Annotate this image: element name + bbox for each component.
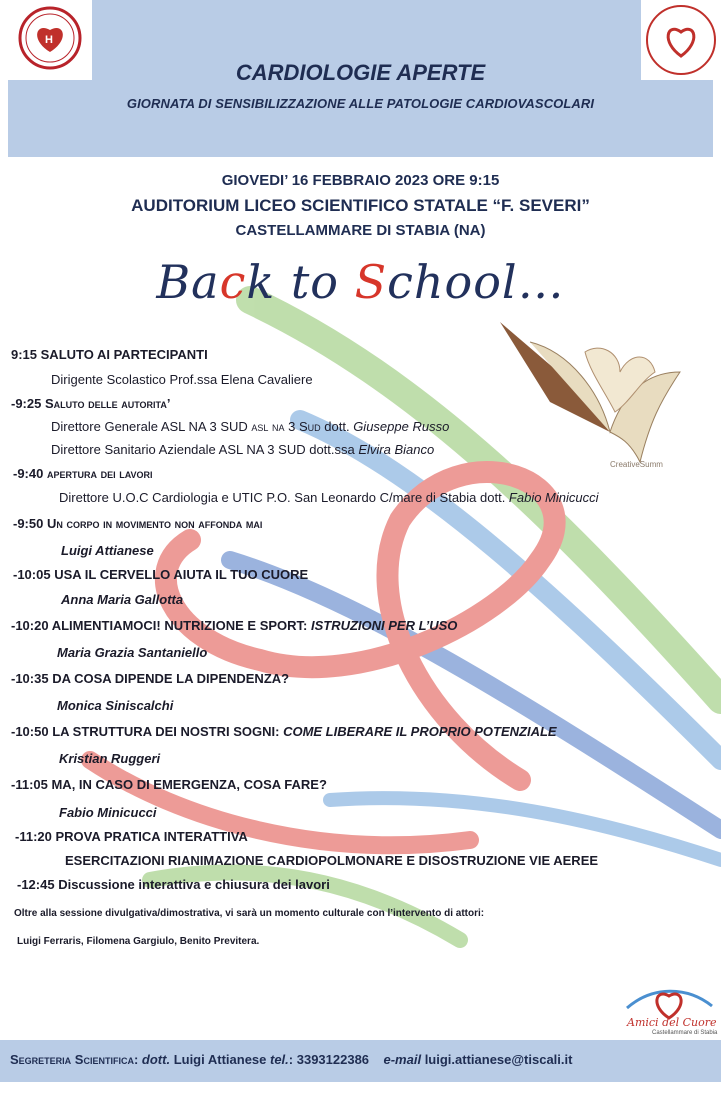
program-item-2: -9:25 Saluto delle autorita’ [11,396,171,411]
program-item-9-speaker: Fabio Minicucci [59,805,157,820]
page-title: CARDIOLOGIE APERTE [235,60,486,85]
program-item-9: -11:05 MA, IN CASO DI EMERGENZA, COSA FARE? [11,777,327,792]
program-item-11: -12:45 Discussione interattiva e chiusura dei lavori [17,877,330,892]
program-item-7-speaker: Monica Siniscalchi [57,698,174,713]
program-item-3-detail: Direttore U.O.C Cardiologia e UTIC P.O. San Leonardo C/mare di Stabia dott. Fabio Minicucci [59,490,599,505]
notes-line-2: Luigi Ferraris, Filomena Gargiulo, Benito Previtera. [17,936,260,947]
program-item-2-detail-2: Direttore Sanitario Aziendale ASL NA 3 SUD dott.ssa Elvira Bianco [51,442,435,457]
program-item-8-speaker: Kristian Ruggeri [59,751,161,766]
program-item-3: -9:40 apertura dei lavori [13,466,153,481]
program-item-10: -11:20 PROVA PRATICA INTERATTIVA [15,829,248,844]
footer-contact: Segreteria Scientifica: dott. Luigi Attianese tel.: 3393122386 e-mail luigi.attianese@tiscali.it [10,1052,573,1067]
program-item-6: -10:20 ALIMENTIAMOCI! NUTRIZIONE E SPORT: ISTRUZIONI PER L’USO [11,618,458,633]
program-item-1: 9:15 SALUTO AI PARTECIPANTI [11,347,208,362]
amici-del-cuore-name: Amici del Cuore [627,1016,717,1029]
program-item-6-speaker: Maria Grazia Santaniello [57,645,208,660]
svg-text:H: H [45,34,53,46]
back-to-school-banner: Back to School… [156,255,565,309]
svg-text:CreativeSumm: CreativeSumm [610,460,663,469]
event-city: CASTELLAMMARE DI STABIA (NA) [235,222,486,239]
amici-del-cuore-place: Castellammare di Stabia [652,1030,718,1036]
program-item-4-speaker: Luigi Attianese [61,543,154,558]
program-item-8: -10:50 LA STRUTTURA DEI NOSTRI SOGNI: COME LIBERARE IL PROPRIO POTENZIALE [11,724,557,739]
program-item-7: -10:35 DA COSA DIPENDE LA DIPENDENZA? [11,671,290,686]
notes-line-1: Oltre alla sessione divulgativa/dimostrativa, vi sarà un momento culturale con l’intervento di attori: [14,908,485,919]
page-subtitle: GIORNATA DI SENSIBILIZZAZIONE ALLE PATOLOGIE CARDIOVASCOLARI [126,96,595,111]
event-venue: AUDITORIUM LICEO SCIENTIFICO STATALE “F. SEVERI” [131,196,590,215]
program-item-4: -9:50 Un corpo in movimento non affonda mai [13,516,263,531]
event-date: GIOVEDI’ 16 FEBBRAIO 2023 ORE 9:15 [221,172,500,189]
program-item-5: -10:05 USA IL CERVELLO AIUTA IL TUO CUORE [13,567,309,582]
open-book-image [490,312,690,482]
program-item-10-detail: ESERCITAZIONI RIANIMAZIONE CARDIOPOLMONARE E DISOSTRUZIONE VIE AEREE [65,853,599,868]
program-item-2-detail-1: Direttore Generale ASL NA 3 SUD asl na 3 Sud dott. Giuseppe Russo [51,419,450,434]
footer-email-link[interactable]: luigi.attianese@tiscali.it [421,1052,573,1067]
program-item-1-detail: Dirigente Scolastico Prof.ssa Elena Cavaliere [51,372,313,387]
program-item-5-speaker: Anna Maria Gallotta [61,592,184,607]
